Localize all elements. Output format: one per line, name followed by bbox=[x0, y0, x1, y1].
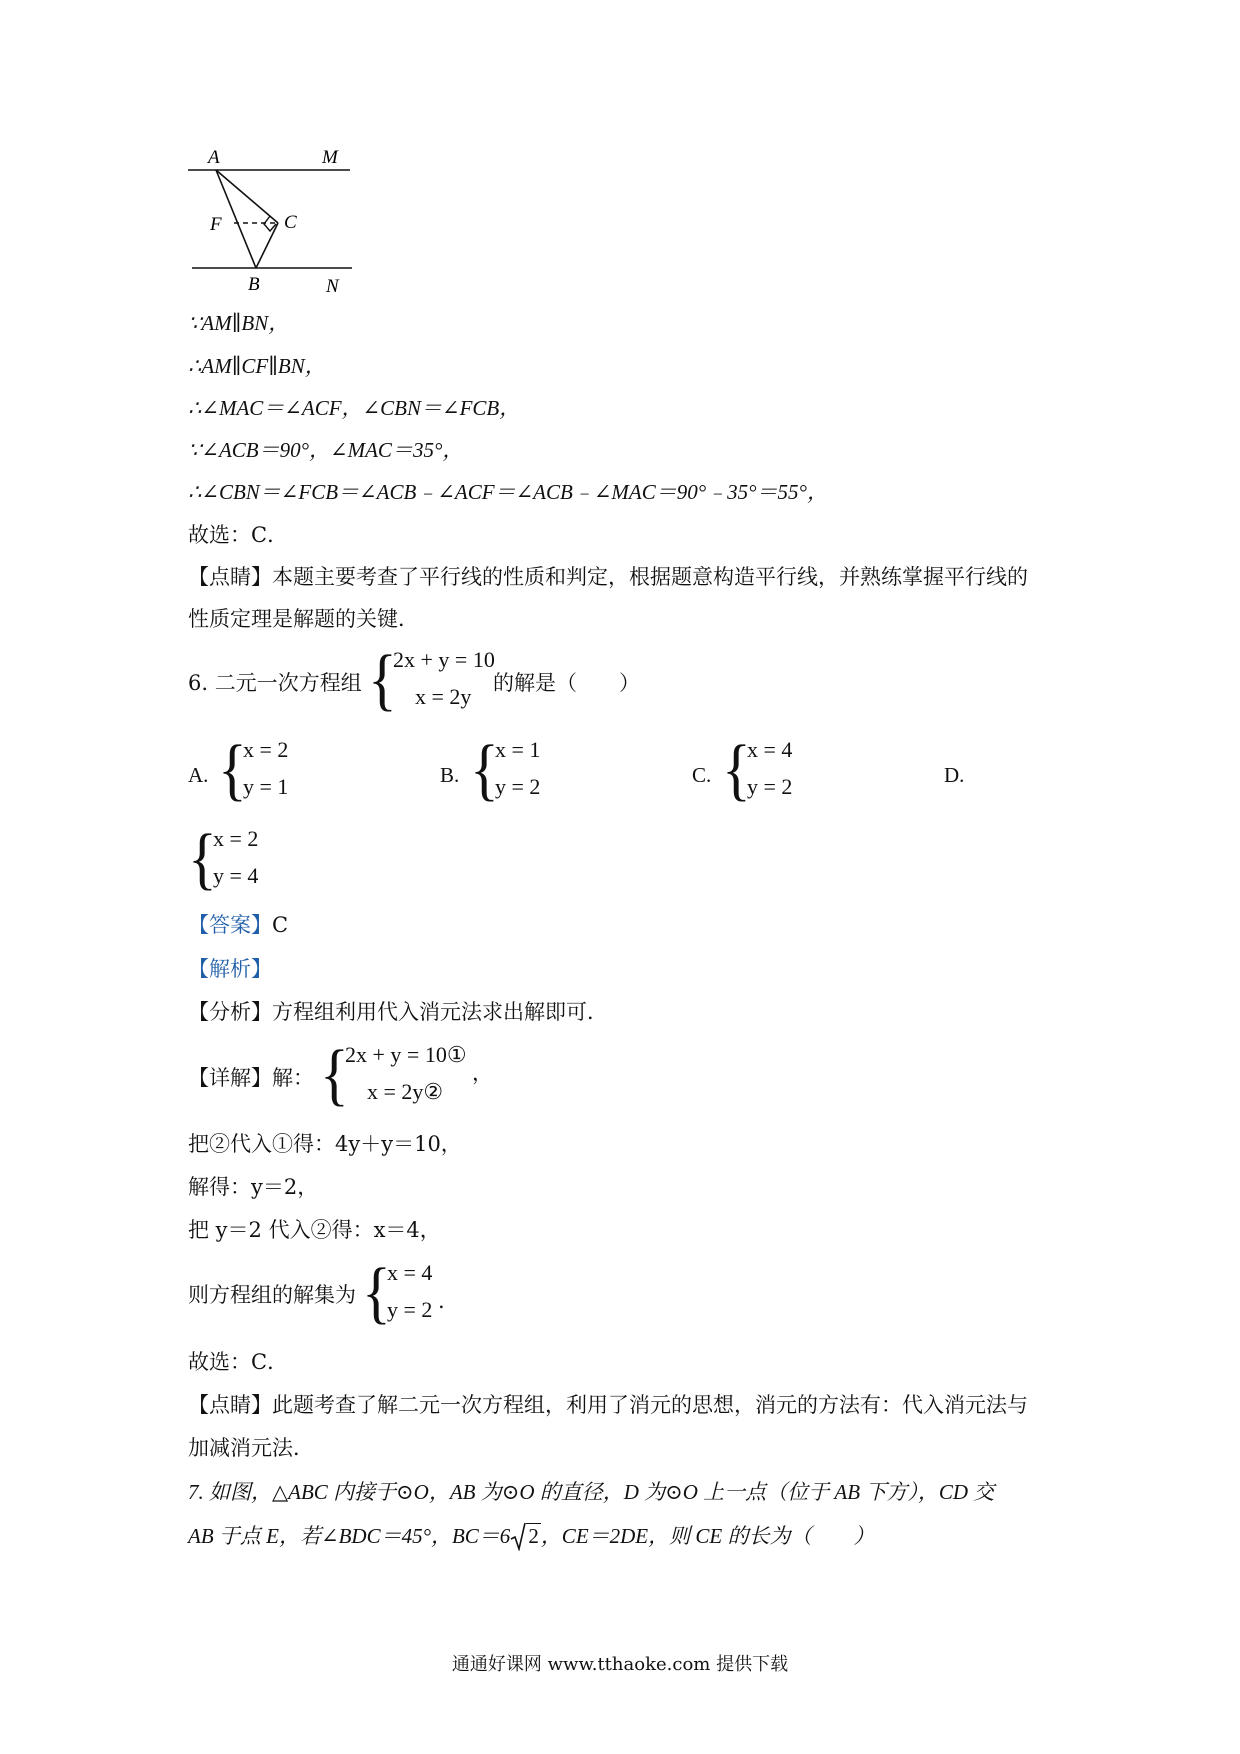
tip-line-5a bbox=[188, 562, 1028, 592]
analysis-tag: 【解析】 bbox=[188, 957, 272, 981]
answer-line bbox=[188, 910, 288, 940]
brace-icon: { bbox=[188, 820, 217, 897]
proof-line-4: ∵∠ACB＝90°，∠MAC＝35°， bbox=[188, 438, 464, 462]
option-b-eq1: x = 1 bbox=[495, 737, 541, 762]
choice-line-5: 故选：C． bbox=[188, 523, 289, 547]
label-a: A bbox=[208, 147, 220, 168]
proof-line-1: ∵AM∥BN， bbox=[188, 311, 290, 335]
label-c: C bbox=[284, 212, 297, 233]
proof-line-3: ∴∠MAC＝∠ACF，∠CBN＝∠FCB， bbox=[188, 396, 521, 420]
sqrt-radicand: 2 bbox=[528, 1524, 539, 1548]
tip-text: 本题主要考查了平行线的性质和判定，根据题意构造平行线，并熟练掌握平行线的 bbox=[272, 565, 1028, 589]
option-a-label: A. bbox=[188, 763, 209, 787]
q6-eq1: 2x + y = 10 bbox=[393, 647, 495, 672]
q6-prefix: 6. 二元一次方程组 bbox=[188, 671, 362, 695]
result-eq1: x = 4 bbox=[387, 1260, 433, 1285]
tip-line-6b: 加减消元法． bbox=[188, 1436, 314, 1460]
tip-tag: 【点睛】 bbox=[188, 565, 272, 589]
detail-eq1: 2x + y = 10① bbox=[345, 1042, 467, 1067]
tip-tag: 【点睛】 bbox=[188, 1393, 272, 1417]
detail-tag: 【详解】 bbox=[188, 1066, 272, 1090]
option-d-eq2: y = 4 bbox=[213, 863, 259, 888]
q7-text-b: ，CE＝2DE，则 CE 的长为（ ） bbox=[540, 1524, 875, 1548]
parallel-lines-figure bbox=[186, 144, 356, 294]
label-b: B bbox=[248, 274, 260, 294]
brace-icon: { bbox=[218, 731, 247, 808]
segment-ac bbox=[216, 170, 278, 223]
brace-icon: { bbox=[470, 731, 499, 808]
result-suffix: . bbox=[438, 1289, 445, 1313]
q7-text-a: AB 于点 E，若∠BDC＝45°，BC＝6 bbox=[188, 1524, 511, 1548]
result-prefix: 则方程组的解集为 bbox=[188, 1283, 356, 1307]
tip-text: 此题考查了解二元一次方程组，利用了消元的思想，消元的方法有：代入消元法与 bbox=[272, 1393, 1028, 1417]
step-3: 把 y＝2 代入②得：x＝4， bbox=[188, 1218, 441, 1242]
result-eq2: y = 2 bbox=[387, 1297, 433, 1322]
option-a-eq1: x = 2 bbox=[243, 737, 289, 762]
option-a-eq2: y = 1 bbox=[243, 774, 289, 799]
detail-eq2: x = 2y② bbox=[367, 1079, 444, 1104]
fenxi-tag: 【分析】 bbox=[188, 1000, 272, 1024]
brace-icon: { bbox=[362, 1254, 391, 1331]
detail-prefix: 解： bbox=[272, 1066, 314, 1090]
brace-icon: { bbox=[368, 641, 397, 718]
label-m: M bbox=[322, 147, 338, 168]
detail-prefix-line bbox=[188, 1063, 314, 1093]
step-1: 把②代入①得：4y＋y＝10， bbox=[188, 1132, 462, 1156]
step-2: 解得：y＝2， bbox=[188, 1175, 319, 1199]
fenxi-line bbox=[188, 997, 608, 1027]
detail-suffix: ， bbox=[472, 1061, 493, 1085]
tip-line-6a bbox=[188, 1390, 1028, 1420]
tip-line-5b: 性质定理是解题的关键． bbox=[188, 607, 419, 631]
option-c-eq2: y = 2 bbox=[747, 774, 793, 799]
option-b-eq2: y = 2 bbox=[495, 774, 541, 799]
segment-ab bbox=[216, 170, 256, 268]
footer-source: 通通好课网 www.tthaoke.com 提供下载 bbox=[451, 1654, 789, 1675]
proof-line-2: ∴AM∥CF∥BN， bbox=[188, 354, 326, 378]
q6-suffix: 的解是（ ） bbox=[493, 671, 640, 695]
q6-eq2: x = 2y bbox=[415, 684, 472, 709]
answer-tag: 【答案】 bbox=[188, 913, 272, 937]
answer-value: C bbox=[272, 913, 289, 937]
option-d-label: D. bbox=[944, 763, 965, 787]
fenxi-text: 方程组利用代入消元法求出解即可． bbox=[272, 1000, 608, 1024]
label-f: F bbox=[210, 214, 222, 235]
choice-line-6: 故选：C． bbox=[188, 1350, 289, 1374]
option-d-eq1: x = 2 bbox=[213, 826, 259, 851]
option-b-label: B. bbox=[440, 763, 460, 787]
label-n: N bbox=[326, 276, 339, 294]
radical-icon bbox=[510, 1521, 526, 1551]
q7-line-2 bbox=[188, 1521, 874, 1551]
option-c-eq1: x = 4 bbox=[747, 737, 793, 762]
option-c-label: C. bbox=[692, 763, 712, 787]
proof-line-5: ∴∠CBN＝∠FCB＝∠ACB﹣∠ACF＝∠ACB﹣∠MAC＝90°﹣35°＝55°， bbox=[188, 480, 828, 504]
brace-icon: { bbox=[722, 731, 751, 808]
q7-line-1: 7. 如图，△ABC 内接于⊙O，AB 为⊙O 的直径，D 为⊙O 上一点（位于 AB 下方），CD 交 bbox=[188, 1480, 995, 1504]
brace-icon: { bbox=[320, 1036, 349, 1113]
segment-bc bbox=[256, 223, 278, 268]
sqrt-symbol bbox=[510, 1521, 541, 1551]
